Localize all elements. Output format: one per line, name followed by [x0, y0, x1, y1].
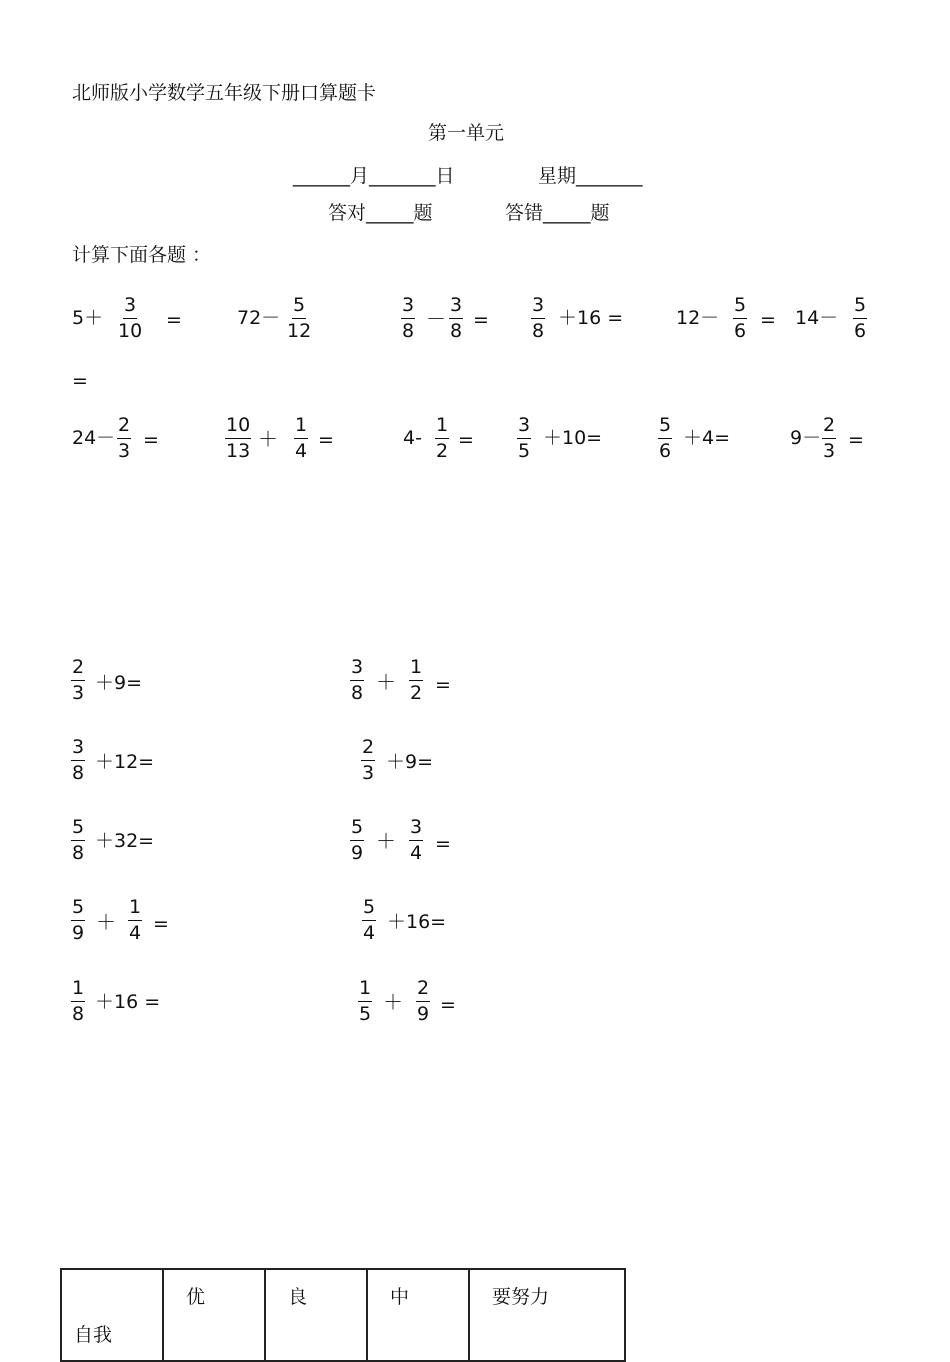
fraction — [71, 979, 85, 1024]
equals: = — [435, 674, 451, 696]
whole-part: 72－ — [237, 307, 281, 329]
denominator: 8 — [72, 1003, 85, 1025]
operator: ＋ — [383, 990, 403, 1014]
rating-cell-needs-work[interactable] — [469, 1269, 625, 1361]
operator: ＋ — [376, 670, 396, 694]
rating-cell-good[interactable] — [265, 1269, 367, 1361]
fraction — [435, 416, 449, 461]
rating-cell-excellent[interactable] — [163, 1269, 265, 1361]
numerator: 5 — [658, 416, 672, 439]
day-blank[interactable]: _______ — [369, 165, 436, 187]
operator: ＋ — [96, 910, 116, 934]
denominator: 8 — [72, 842, 85, 864]
numerator: 3 — [401, 296, 415, 319]
numerator: 3 — [350, 658, 364, 681]
denominator: 2 — [436, 440, 449, 462]
denominator: 6 — [854, 320, 867, 342]
fraction — [117, 296, 143, 341]
rating-cell-fair[interactable] — [367, 1269, 469, 1361]
tail: ＋32= — [95, 830, 155, 852]
instruction: 计算下面各题 ： — [72, 244, 212, 266]
numerator: 1 — [409, 658, 423, 681]
denominator: 9 — [72, 922, 85, 944]
denominator: 4 — [363, 922, 376, 944]
month-blank[interactable]: ______ — [293, 165, 350, 187]
denominator: 4 — [129, 922, 142, 944]
equals: = — [153, 913, 169, 935]
fraction — [225, 416, 251, 461]
denominator: 3 — [118, 440, 131, 462]
doc-title: 北师版小学数学五年级下册口算题卡 — [72, 82, 377, 104]
tail: ＋9= — [95, 672, 143, 694]
numerator: 5 — [292, 296, 306, 319]
numerator: 1 — [128, 898, 142, 921]
fraction — [117, 416, 131, 461]
numerator: 10 — [225, 416, 251, 439]
correct-unit: 题 — [413, 202, 433, 224]
numerator: 3 — [409, 818, 423, 841]
whole-part: 14－ — [795, 307, 839, 329]
rating-label: 良 — [288, 1286, 308, 1308]
day-label: 日 — [435, 165, 455, 187]
fraction — [658, 416, 672, 461]
tail: ＋4= — [683, 427, 731, 449]
denominator: 3 — [823, 440, 836, 462]
equals: = — [318, 429, 334, 451]
whole-part: 4- — [403, 427, 422, 449]
denominator: 4 — [295, 440, 308, 462]
weekday-label: 星期 — [538, 165, 577, 187]
numerator: 3 — [449, 296, 463, 319]
numerator: 5 — [71, 818, 85, 841]
tail: ＋12= — [95, 751, 155, 773]
denominator: 8 — [351, 682, 364, 704]
whole-part: 24－ — [72, 427, 116, 449]
correct-label: 答对 — [328, 202, 367, 224]
denominator: 9 — [351, 842, 364, 864]
denominator: 3 — [362, 762, 375, 784]
numerator: 2 — [822, 416, 836, 439]
numerator: 3 — [71, 738, 85, 761]
numerator: 1 — [358, 979, 372, 1002]
whole-part: 5＋ — [72, 307, 104, 329]
fraction — [71, 898, 85, 943]
wrong-count-line — [505, 204, 610, 223]
numerator: 5 — [853, 296, 867, 319]
fraction — [286, 296, 312, 341]
operator: ＋ — [258, 427, 278, 451]
wrong-unit: 题 — [590, 202, 610, 224]
whole-part: 12－ — [676, 307, 720, 329]
fraction — [733, 296, 747, 341]
denominator: 10 — [118, 320, 143, 342]
operator: － — [426, 307, 446, 331]
denominator: 5 — [518, 440, 531, 462]
fraction — [416, 979, 430, 1024]
fraction — [71, 738, 85, 783]
tail: ＋10= — [543, 427, 603, 449]
numerator: 3 — [517, 416, 531, 439]
tail: ＋9= — [386, 751, 434, 773]
equals: = — [435, 833, 451, 855]
fraction — [294, 416, 308, 461]
numerator: 5 — [350, 818, 364, 841]
numerator: 5 — [71, 898, 85, 921]
unit-title: 第一单元 — [428, 122, 505, 144]
denominator: 3 — [72, 682, 85, 704]
numerator: 2 — [416, 979, 430, 1002]
fraction — [71, 658, 85, 703]
numerator: 2 — [71, 658, 85, 681]
denominator: 8 — [450, 320, 463, 342]
equals: = — [760, 309, 776, 331]
denominator: 6 — [659, 440, 672, 462]
denominator: 9 — [417, 1003, 430, 1025]
denominator: 2 — [410, 682, 423, 704]
numerator: 3 — [123, 296, 137, 319]
fraction — [71, 818, 85, 863]
wrong-blank[interactable]: _____ — [543, 202, 591, 224]
weekday-line — [538, 167, 643, 186]
equals: = — [848, 429, 864, 451]
rating-label: 中 — [390, 1286, 410, 1308]
fraction — [361, 738, 375, 783]
denominator: 8 — [72, 762, 85, 784]
fraction — [822, 416, 836, 461]
equals: = — [440, 994, 456, 1016]
self-eval-label-cell — [61, 1269, 163, 1361]
self-evaluation-table — [60, 1268, 626, 1362]
whole-part: 9－ — [790, 427, 822, 449]
fraction — [358, 979, 372, 1024]
numerator: 3 — [531, 296, 545, 319]
tail: ＋16 = — [558, 307, 624, 329]
numerator: 1 — [435, 416, 449, 439]
denominator: 8 — [402, 320, 415, 342]
fraction — [128, 898, 142, 943]
numerator: 2 — [117, 416, 131, 439]
denominator: 4 — [410, 842, 423, 864]
correct-count-line — [328, 204, 433, 223]
fraction — [350, 658, 364, 703]
self-eval-label: 自我 — [74, 1324, 113, 1346]
rating-label: 优 — [186, 1286, 206, 1308]
denominator: 13 — [226, 440, 251, 462]
equals: = — [166, 309, 182, 331]
date-line — [293, 167, 455, 186]
tail: ＋16 = — [95, 991, 161, 1013]
tail: ＋16= — [387, 911, 447, 933]
fraction — [350, 818, 364, 863]
denominator: 5 — [359, 1003, 372, 1025]
numerator: 1 — [71, 979, 85, 1002]
numerator: 1 — [294, 416, 308, 439]
numerator: 2 — [361, 738, 375, 761]
operator: ＋ — [376, 829, 396, 853]
wrapped-equals: = — [72, 370, 88, 392]
equals: = — [458, 429, 474, 451]
numerator: 5 — [362, 898, 376, 921]
equals: = — [473, 309, 489, 331]
numerator: 5 — [733, 296, 747, 319]
month-label: 月 — [350, 165, 370, 187]
correct-blank[interactable]: _____ — [366, 202, 414, 224]
denominator: 6 — [734, 320, 747, 342]
equals: = — [143, 429, 159, 451]
weekday-blank[interactable]: _______ — [576, 165, 643, 187]
fraction — [409, 658, 423, 703]
denominator: 12 — [287, 320, 312, 342]
rating-label: 要努力 — [492, 1286, 550, 1308]
fraction — [409, 818, 423, 863]
fraction — [401, 296, 415, 341]
fraction — [517, 416, 531, 461]
fraction — [853, 296, 867, 341]
denominator: 8 — [532, 320, 545, 342]
wrong-label: 答错 — [505, 202, 544, 224]
fraction — [531, 296, 545, 341]
fraction — [449, 296, 463, 341]
fraction — [362, 898, 376, 943]
